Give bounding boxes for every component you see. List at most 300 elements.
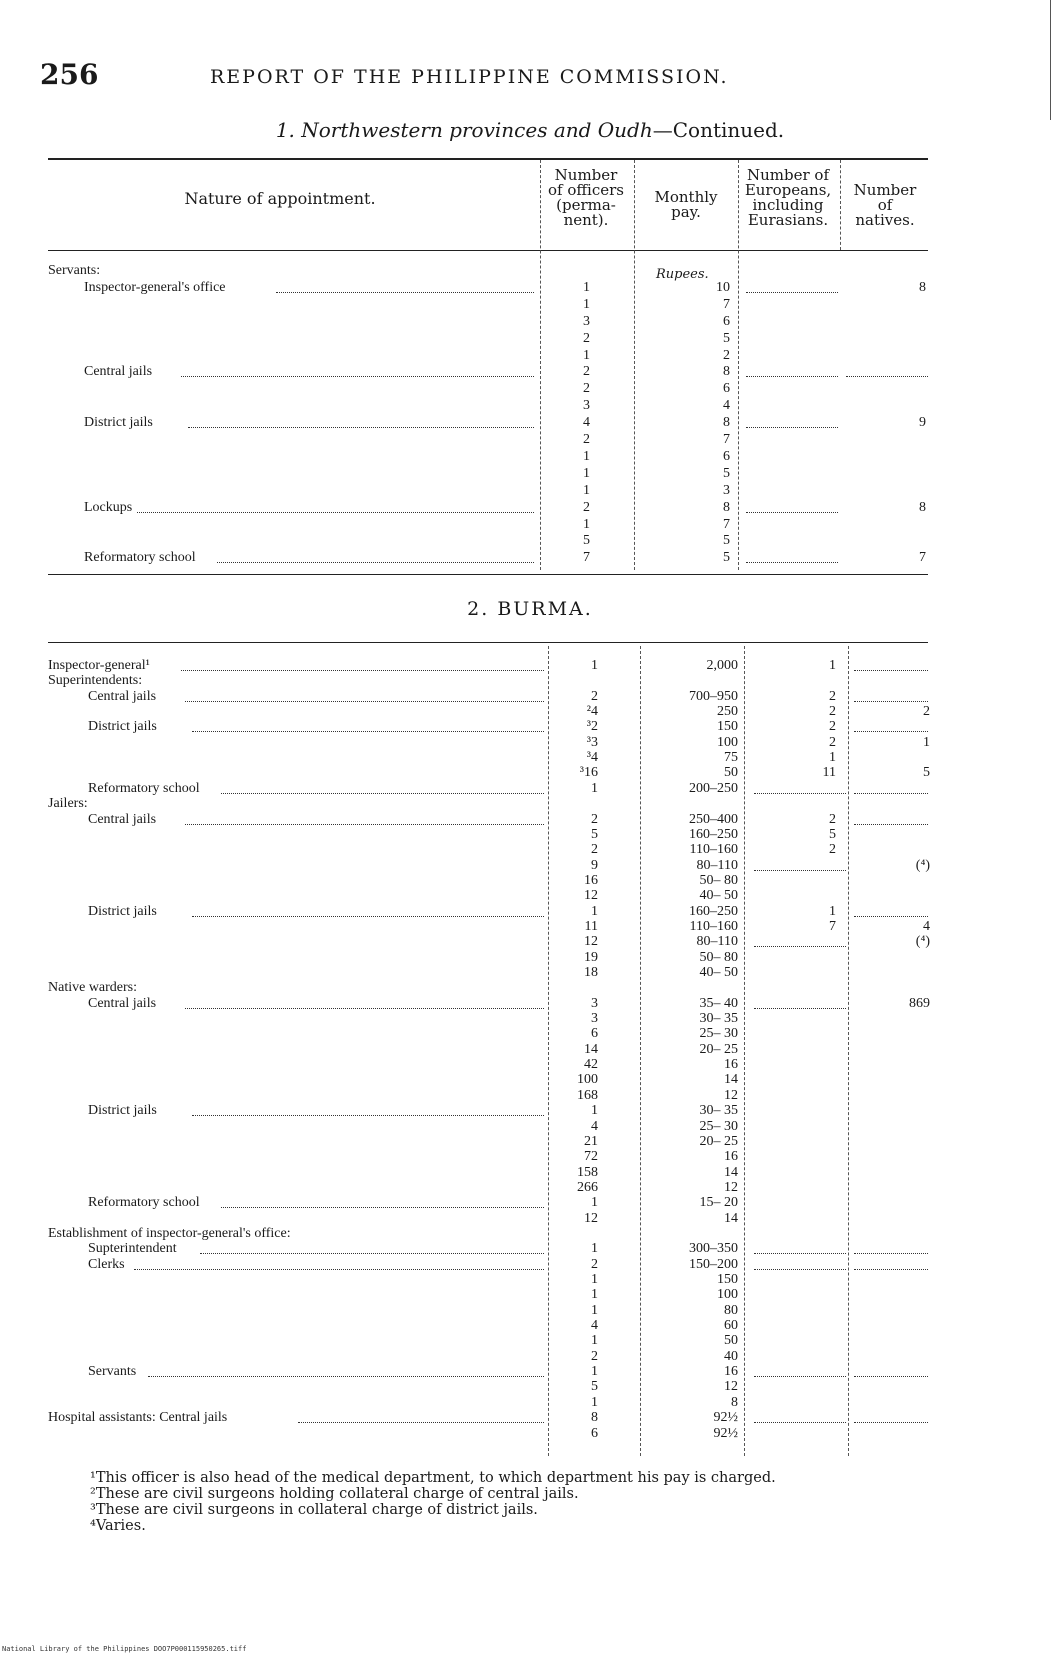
monthly-pay: 100: [717, 1287, 738, 1303]
monthly-pay: 160–250: [689, 826, 738, 842]
table-row: [48, 719, 928, 734]
table-row: [48, 781, 928, 796]
col-europeans-line: Europeans,: [744, 181, 832, 199]
officers-count: 158: [577, 1164, 598, 1180]
monthly-pay: 150–200: [689, 1256, 738, 1272]
row-label: Reformatory school: [84, 550, 196, 566]
table-row: [48, 1103, 928, 1118]
table2-top-rule: [48, 642, 928, 643]
table-row: [48, 704, 928, 719]
officers-count: 168: [577, 1087, 598, 1103]
col-pay-line: pay.: [671, 203, 701, 221]
officers-count: 12: [584, 888, 598, 904]
monthly-pay: 160–250: [689, 903, 738, 919]
col-europeans-line: Number of: [746, 166, 829, 184]
monthly-pay: 8: [723, 499, 730, 515]
row-label: Servants: [88, 1364, 137, 1380]
monthly-pay: 50– 80: [699, 949, 738, 965]
europeans-dot-leader: [754, 1422, 846, 1423]
officers-count: 1: [591, 903, 598, 919]
monthly-pay: 40– 50: [699, 965, 738, 980]
monthly-pay: 300–350: [689, 1241, 738, 1257]
monthly-pay: 7: [723, 516, 730, 532]
section2-title: 2. BURMA.: [467, 598, 593, 620]
row-label: District jails: [88, 719, 157, 735]
natives-count: 2: [923, 704, 930, 720]
footnote-2: ²These are civil surgeons holding collateral charge of central jails.: [90, 1486, 579, 1502]
monthly-pay: 12: [724, 1379, 738, 1395]
officers-count: 2: [583, 364, 590, 380]
natives-dot-leader: [854, 793, 928, 794]
monthly-pay: 100: [717, 734, 738, 750]
natives-dot-leader: [854, 824, 928, 825]
dot-leader: [148, 1376, 544, 1377]
table-row: [48, 919, 928, 934]
officers-count: 1: [591, 1302, 598, 1318]
table-row: [48, 950, 928, 965]
monthly-pay: 14: [724, 1164, 738, 1180]
table-row: [48, 1426, 928, 1441]
table-row: [48, 1410, 928, 1425]
table1-top-rule: [48, 158, 928, 160]
row-label: Central jails: [88, 995, 157, 1011]
officers-count: 1: [583, 448, 590, 464]
imprint-line: National Library of the Philippines DOO7P000115950265.tiff: [2, 1645, 247, 1653]
col-officers-line: of officers: [548, 181, 624, 199]
monthly-pay: 5: [723, 550, 730, 566]
table-row: [48, 1195, 928, 1210]
monthly-pay: 92½: [713, 1425, 738, 1441]
officers-count: 3: [583, 398, 590, 414]
table-row: [48, 1211, 928, 1226]
dot-leader: [192, 731, 544, 732]
natives-dot-leader: [854, 701, 928, 702]
table-row: [48, 398, 928, 415]
table-row: [48, 449, 928, 466]
table-row: [48, 904, 928, 919]
table-row: [48, 1395, 928, 1410]
monthly-pay: 80: [724, 1302, 738, 1318]
europeans-dot-leader: [754, 1253, 846, 1254]
page-number: 256: [40, 58, 99, 91]
dot-leader: [192, 916, 544, 917]
europeans-count: 2: [829, 704, 836, 720]
row-label: Supterintendent: [88, 1241, 177, 1257]
table-row: [48, 1180, 928, 1195]
table-row: [48, 1226, 928, 1241]
section1-subtitle-main: 1. Northwestern provinces and Oudh: [275, 118, 653, 142]
natives-dot-leader: [854, 916, 928, 917]
table-row: [48, 1349, 928, 1364]
table-row: [48, 415, 928, 432]
officers-count: 3: [591, 995, 598, 1011]
monthly-pay: 40– 50: [699, 888, 738, 904]
table-row: [48, 1134, 928, 1149]
table-row: [48, 1088, 928, 1103]
europeans-dot-leader: [754, 946, 846, 947]
table1-bottom-rule: [48, 574, 928, 575]
monthly-pay: 50: [724, 765, 738, 781]
table-row: [48, 996, 928, 1011]
dot-leader: [298, 1422, 544, 1423]
officers-count: 16: [584, 872, 598, 888]
europeans-dot-leader: [754, 1376, 846, 1377]
monthly-pay: 8: [723, 415, 730, 431]
officers-count: 1: [591, 1241, 598, 1257]
officers-count: 8: [591, 1410, 598, 1426]
monthly-pay: 15– 20: [699, 1195, 738, 1211]
table-row: [48, 1257, 928, 1272]
monthly-pay: 20– 25: [699, 1041, 738, 1057]
page-header: [40, 58, 980, 98]
officers-count: 2: [583, 381, 590, 397]
table1-col-rule: [840, 160, 841, 250]
monthly-pay: 3: [723, 482, 730, 498]
table-row: [48, 1318, 928, 1333]
dot-leader: [185, 824, 544, 825]
col-pay-heading: [636, 190, 736, 220]
footnotes: [90, 1470, 990, 1534]
natives-dot-leader: [854, 670, 928, 671]
natives-count: (⁴): [915, 934, 930, 950]
table-row: [48, 297, 928, 314]
monthly-pay: 5: [723, 330, 730, 346]
table-row: [48, 432, 928, 449]
monthly-pay: 200–250: [689, 780, 738, 796]
col-officers-line: Number: [554, 166, 618, 184]
monthly-pay: 2,000: [706, 658, 738, 673]
dot-leader: [134, 1269, 544, 1270]
table-row: [48, 314, 928, 331]
dot-leader: [217, 562, 534, 563]
officers-count: 18: [584, 965, 598, 980]
europeans-count: 2: [829, 842, 836, 858]
officers-count: ²4: [586, 704, 598, 720]
section1-subtitle-continued: —Continued.: [652, 118, 785, 142]
monthly-pay: 92½: [713, 1410, 738, 1426]
dot-leader: [200, 1253, 545, 1254]
table-row: [48, 689, 928, 704]
officers-count: 1: [591, 780, 598, 796]
officers-count: 6: [591, 1425, 598, 1441]
dot-leader: [221, 1207, 544, 1208]
table-row: [48, 483, 928, 500]
row-label: Reformatory school: [88, 1195, 200, 1211]
table-row: [48, 1303, 928, 1318]
monthly-pay: 8: [723, 364, 730, 380]
officers-count: 2: [583, 330, 590, 346]
footnote-1: ¹This officer is also head of the medical department, to which department his pay is charged.: [90, 1470, 776, 1486]
table-row: [48, 533, 928, 550]
europeans-dot-leader: [754, 1008, 846, 1009]
table-row: [48, 280, 928, 297]
table-row: [48, 550, 928, 567]
monthly-pay: 150: [717, 1272, 738, 1287]
officers-count: 19: [584, 949, 598, 965]
table-row: [48, 812, 928, 827]
natives-count: 4: [923, 918, 930, 934]
monthly-pay: 6: [723, 381, 730, 397]
table-row: [48, 673, 928, 688]
table-row: [48, 1333, 928, 1348]
europeans-dot-leader: [754, 1269, 846, 1270]
row-label: Central jails: [88, 688, 157, 704]
monthly-pay: 10: [716, 279, 730, 295]
row-label: Superintendents:: [48, 673, 143, 689]
monthly-pay: 8: [731, 1394, 738, 1410]
officers-count: 2: [583, 432, 590, 447]
monthly-pay: 150: [717, 719, 738, 735]
table1-header-rule: [48, 250, 928, 251]
europeans-dot-leader: [746, 512, 838, 513]
europeans-dot-leader: [754, 793, 846, 794]
col-officers-line: nent).: [563, 211, 609, 229]
europeans-dot-leader: [746, 292, 838, 293]
table-row: [48, 888, 928, 903]
dot-leader: [185, 1008, 544, 1009]
officers-count: 2: [591, 1256, 598, 1272]
table-row: [48, 735, 928, 750]
row-label: Establishment of inspector-general's office:: [48, 1225, 291, 1241]
table-row: [48, 796, 928, 811]
natives-dot-leader: [854, 1376, 928, 1377]
officers-count: 5: [591, 826, 598, 842]
officers-count: 1: [591, 1287, 598, 1303]
monthly-pay: 16: [724, 1057, 738, 1073]
officers-count: ³2: [586, 719, 598, 735]
natives-count: (⁴): [915, 857, 930, 873]
natives-count: 9: [919, 415, 926, 431]
monthly-pay: 2: [723, 347, 730, 363]
europeans-dot-leader: [746, 427, 838, 428]
row-label: Native warders:: [48, 980, 138, 996]
natives-count: 1: [923, 734, 930, 750]
monthly-pay: 7: [723, 296, 730, 312]
margin-rule: [1050, 0, 1052, 120]
natives-count: 8: [919, 499, 926, 515]
monthly-pay: 5: [723, 465, 730, 481]
table-row: [48, 1165, 928, 1180]
europeans-count: 5: [829, 826, 836, 842]
monthly-pay: 80–110: [696, 857, 738, 873]
table-row: [48, 873, 928, 888]
europeans-dot-leader: [746, 376, 838, 377]
officers-count: 5: [591, 1379, 598, 1395]
table-row: [48, 517, 928, 534]
dot-leader: [137, 512, 534, 513]
europeans-count: 7: [829, 918, 836, 934]
officers-count: 4: [583, 415, 590, 431]
natives-count: 8: [919, 279, 926, 295]
europeans-count: 1: [829, 903, 836, 919]
officers-count: 7: [583, 550, 590, 566]
officers-count: ³16: [579, 765, 598, 781]
row-label: Jailers:: [48, 796, 88, 812]
officers-count: 1: [583, 296, 590, 312]
table-row: [48, 466, 928, 483]
monthly-pay: 14: [724, 1210, 738, 1226]
section1-subtitle: [0, 118, 1060, 142]
europeans-count: 2: [829, 688, 836, 704]
table-row: [48, 980, 928, 995]
monthly-pay: 25– 30: [699, 1118, 738, 1134]
europeans-count: 2: [829, 719, 836, 735]
table-row: [48, 842, 928, 857]
monthly-pay: 60: [724, 1318, 738, 1334]
table-row: [48, 1057, 928, 1072]
monthly-pay: 250–400: [689, 811, 738, 827]
dot-leader: [181, 670, 544, 671]
table-row: [48, 934, 928, 949]
officers-count: 2: [591, 842, 598, 858]
officers-count: 3: [591, 1011, 598, 1027]
row-label: Central jails: [84, 364, 153, 380]
officers-count: 266: [577, 1179, 598, 1195]
officers-count: 12: [584, 934, 598, 950]
officers-count: 4: [591, 1118, 598, 1134]
table-row: [48, 965, 928, 980]
monthly-pay: 7: [723, 432, 730, 447]
officers-count: 1: [591, 1364, 598, 1380]
col-nature-heading: Nature of appointment.: [184, 189, 376, 208]
footnote-4: ⁴Varies.: [90, 1518, 146, 1534]
col-europeans-line: including: [752, 196, 824, 214]
report-title: REPORT OF THE PHILIPPINE COMMISSION.: [210, 66, 729, 88]
officers-count: 72: [584, 1149, 598, 1165]
table-row: [48, 765, 928, 780]
monthly-pay: 50: [724, 1333, 738, 1349]
monthly-pay: 25– 30: [699, 1026, 738, 1042]
europeans-count: 1: [829, 750, 836, 766]
monthly-pay: 12: [724, 1087, 738, 1103]
table-row: [48, 1072, 928, 1087]
monthly-pay: 35– 40: [699, 995, 738, 1011]
officers-count: 1: [591, 1103, 598, 1119]
officers-count: 1: [591, 1333, 598, 1349]
officers-count: 1: [591, 1272, 598, 1287]
table-row: [48, 1287, 928, 1302]
officers-count: 4: [591, 1318, 598, 1334]
row-label: Inspector-general's office: [84, 279, 226, 295]
officers-count: 12: [584, 1210, 598, 1226]
row-label: Inspector-general¹: [48, 658, 150, 673]
table-row: [48, 263, 928, 280]
footnote-3: ³These are civil surgeons in collateral charge of district jails.: [90, 1502, 538, 1518]
officers-count: ³4: [586, 750, 598, 766]
table-row: [48, 750, 928, 765]
table-row: [48, 1241, 928, 1256]
table-row: [48, 1026, 928, 1041]
monthly-pay: 6: [723, 313, 730, 329]
natives-count: 7: [919, 550, 926, 566]
table-row: [48, 858, 928, 873]
monthly-pay: 30– 35: [699, 1011, 738, 1027]
table-row: [48, 658, 928, 673]
monthly-pay: 12: [724, 1179, 738, 1195]
officers-count: 2: [583, 499, 590, 515]
table-row: [48, 500, 928, 517]
monthly-pay: 6: [723, 448, 730, 464]
table-row: [48, 364, 928, 381]
officers-count: 1: [583, 482, 590, 498]
europeans-count: 2: [829, 811, 836, 827]
col-europeans-line: Eurasians.: [747, 211, 829, 229]
monthly-pay: 4: [723, 398, 730, 414]
row-label: Servants:: [48, 263, 101, 278]
officers-count: 3: [583, 313, 590, 329]
monthly-pay: 700–950: [689, 688, 738, 704]
table-row: [48, 1011, 928, 1026]
natives-dot-leader: [854, 731, 928, 732]
monthly-pay: 30– 35: [699, 1103, 738, 1119]
table-row: [48, 827, 928, 842]
monthly-pay: 80–110: [696, 934, 738, 950]
monthly-pay: 75: [724, 750, 738, 766]
officers-count: 42: [584, 1057, 598, 1073]
monthly-pay: 40: [724, 1348, 738, 1364]
dot-leader: [188, 427, 534, 428]
col-pay-line: Monthly: [654, 188, 718, 206]
officers-count: 14: [584, 1041, 598, 1057]
officers-count: 1: [583, 516, 590, 532]
officers-count: 6: [591, 1026, 598, 1042]
row-label: Central jails: [88, 811, 157, 827]
col-officers-line: (perma-: [556, 196, 616, 214]
col-officers-heading: [540, 168, 632, 228]
natives-dot-leader: [854, 1422, 928, 1423]
table-row: [48, 331, 928, 348]
col-europeans-heading: [740, 168, 836, 228]
monthly-pay: 50– 80: [699, 872, 738, 888]
officers-count: 1: [591, 658, 598, 673]
col-natives-line: of: [877, 196, 893, 214]
col-natives-heading: [842, 183, 928, 228]
row-label: Clerks: [88, 1256, 125, 1272]
table-row: [48, 1364, 928, 1379]
natives-dot-leader: [854, 1269, 928, 1270]
officers-count: 2: [591, 811, 598, 827]
dot-leader: [192, 1115, 544, 1116]
monthly-pay: 20– 25: [699, 1133, 738, 1149]
europeans-dot-leader: [746, 562, 838, 563]
row-label: District jails: [88, 903, 157, 919]
officers-count: 1: [583, 279, 590, 295]
rupees-unit-label: Rupees.: [656, 267, 709, 282]
officers-count: 1: [591, 1195, 598, 1211]
officers-count: 21: [584, 1133, 598, 1149]
officers-count: 1: [591, 1394, 598, 1410]
dot-leader: [276, 292, 534, 293]
officers-count: 5: [583, 533, 590, 549]
dot-leader: [185, 701, 544, 702]
table-row: [48, 1042, 928, 1057]
table-row: [48, 1379, 928, 1394]
officers-count: 2: [591, 688, 598, 704]
monthly-pay: 16: [724, 1149, 738, 1165]
natives-count: 5: [923, 765, 930, 781]
monthly-pay: 16: [724, 1364, 738, 1380]
table-row: [48, 1119, 928, 1134]
officers-count: ³3: [586, 734, 598, 750]
table-row: [48, 348, 928, 365]
row-label: Lockups: [84, 499, 133, 515]
table-row: [48, 1149, 928, 1164]
dot-leader: [181, 376, 534, 377]
monthly-pay: 250: [717, 704, 738, 720]
row-label: Reformatory school: [88, 780, 200, 796]
monthly-pay: 5: [723, 533, 730, 549]
row-label: District jails: [84, 415, 153, 431]
